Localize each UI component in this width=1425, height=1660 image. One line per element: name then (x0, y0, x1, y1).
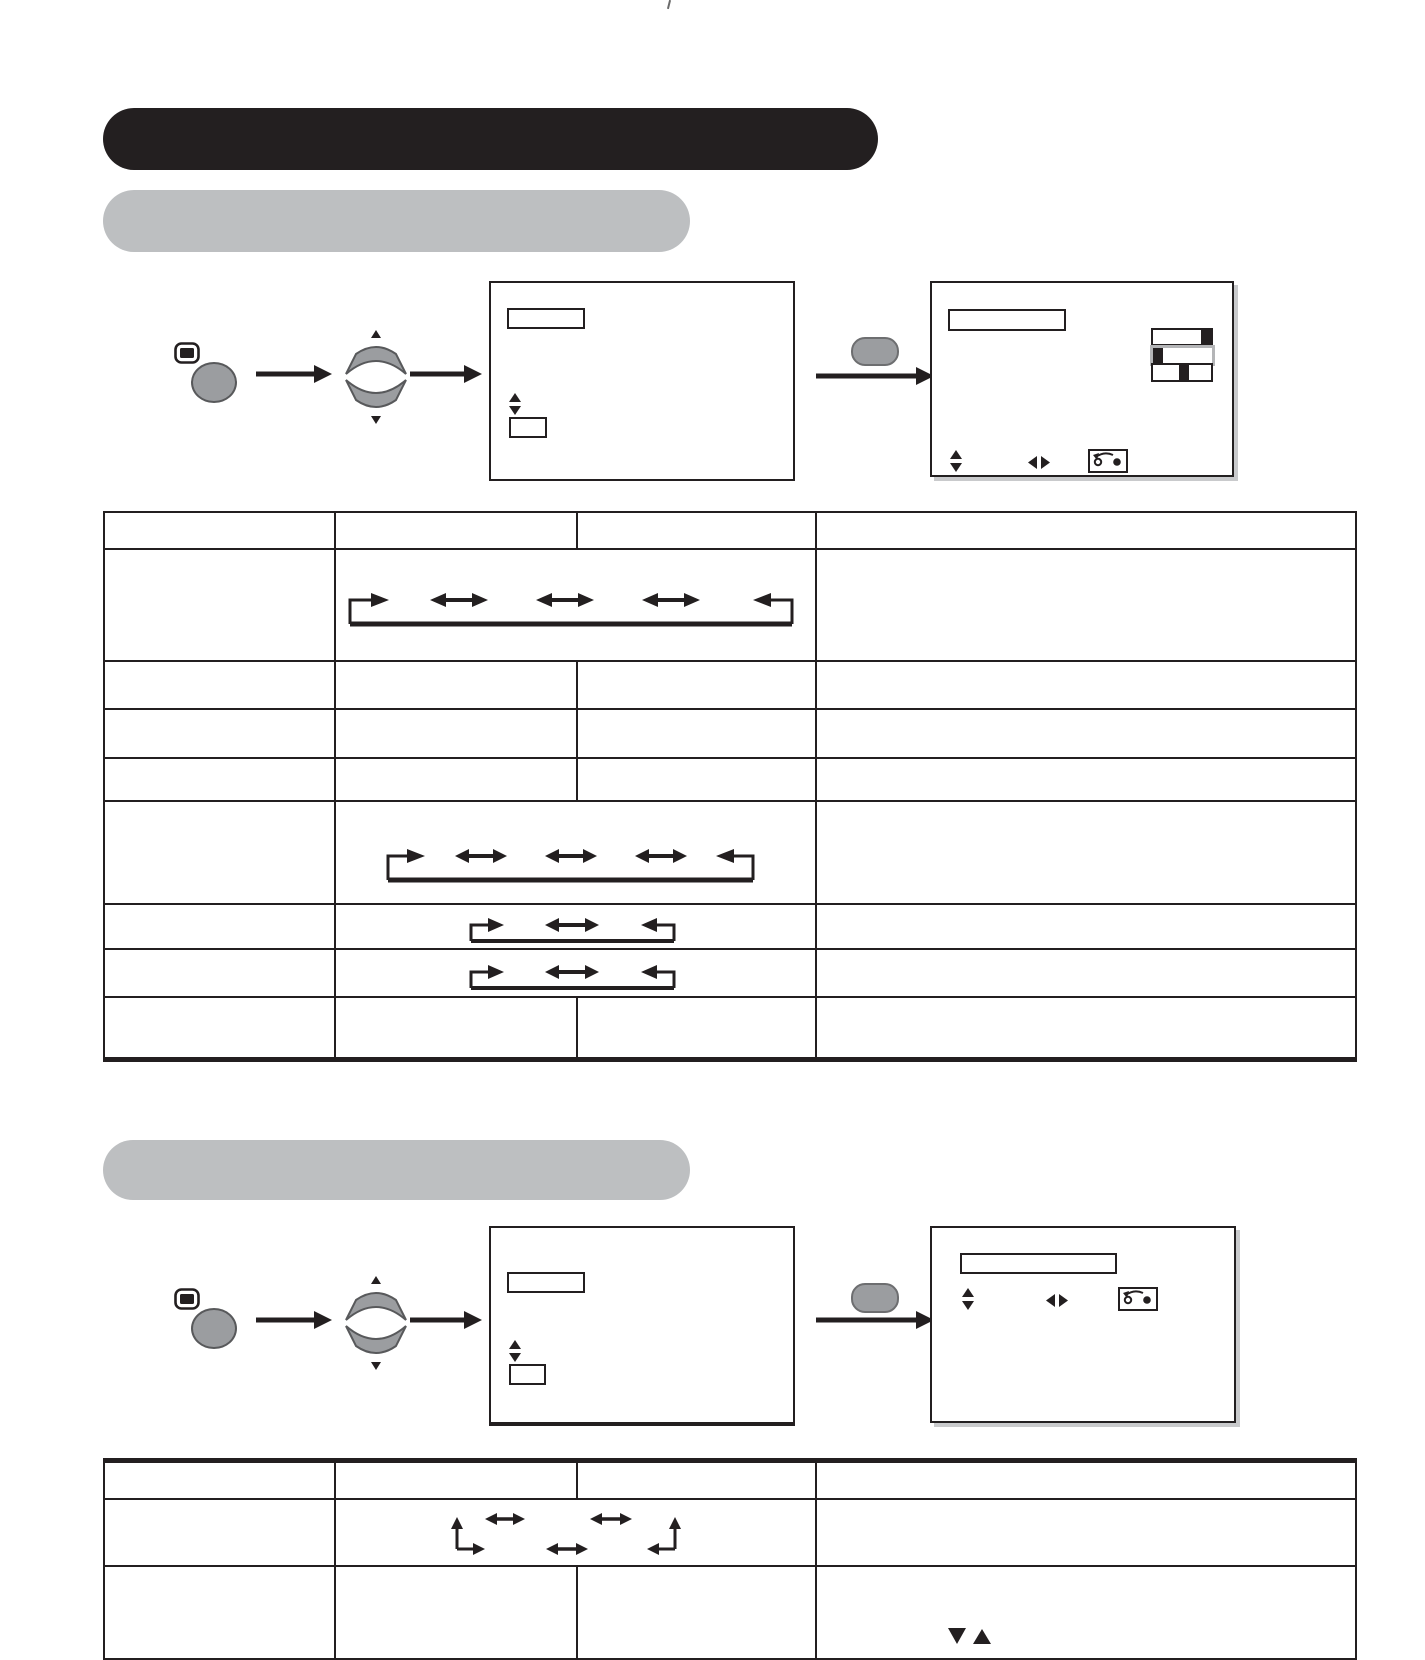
section-subheader-1 (103, 190, 690, 252)
slider-1-block (1201, 330, 1211, 344)
flow-arrow-icon (256, 1310, 332, 1330)
menu-screen-2 (489, 1226, 795, 1426)
menu-button (191, 362, 237, 403)
option-title-box (960, 1253, 1117, 1274)
left-right-arrows-icon (1046, 1294, 1068, 1307)
table-row (104, 949, 1356, 997)
two-line-cycle-diagram-icon (451, 1505, 688, 1559)
slider-2-block (1153, 348, 1163, 363)
scan-tick-mark (667, 0, 671, 9)
menu-title-box (507, 308, 585, 329)
table-row (104, 1461, 1356, 1499)
adjust-screen (930, 281, 1234, 477)
up-down-arrows-icon (962, 1288, 974, 1310)
slider-bar-1 (1151, 328, 1213, 346)
menu-button-icon (174, 1288, 200, 1310)
flow-arrow-icon (816, 366, 934, 386)
flow-arrow-icon (410, 1310, 482, 1330)
flow-arrow-icon (256, 364, 332, 384)
menu-button-icon (174, 342, 200, 364)
left-right-arrows-icon (1028, 456, 1050, 469)
menu-item-box (509, 1364, 546, 1385)
ok-button (851, 337, 899, 366)
menu-title-box (507, 1272, 585, 1293)
cycle-diagram-icon (385, 846, 756, 884)
option-screen (930, 1226, 1236, 1423)
table-row (104, 801, 1356, 904)
slider-bar-3 (1151, 363, 1213, 382)
adjust-title-box (948, 309, 1066, 331)
flow-arrow-icon (816, 1310, 934, 1330)
up-down-arrows-icon (950, 450, 962, 472)
up-down-rocker-icon (338, 1270, 414, 1376)
slider-3-block (1179, 365, 1189, 380)
flow-arrow-icon (410, 364, 482, 384)
cycle-diagram-icon (347, 590, 795, 628)
cycle-diagram-small-icon (468, 918, 677, 945)
table-row (104, 1566, 1356, 1659)
table-row (104, 709, 1356, 758)
down-up-triangles-icon (947, 1627, 993, 1645)
cycle-diagram-small-icon (468, 965, 677, 992)
menu-screen-1 (489, 281, 795, 481)
table-row (104, 512, 1356, 549)
up-down-arrows-icon (509, 393, 521, 415)
table-row (104, 904, 1356, 949)
page-title-bar (103, 108, 878, 170)
return-symbol-icon (1118, 1287, 1158, 1311)
table-row (104, 997, 1356, 1059)
table-row (104, 1499, 1356, 1566)
ok-button (851, 1283, 899, 1313)
settings-table-2 (103, 1458, 1357, 1660)
settings-table-1 (103, 511, 1357, 1062)
table-row (104, 549, 1356, 661)
menu-item-box (509, 417, 547, 438)
return-symbol-icon (1088, 449, 1128, 473)
up-down-rocker-icon (338, 324, 414, 430)
table-row (104, 758, 1356, 801)
table-row (104, 661, 1356, 709)
menu-button (191, 1308, 237, 1349)
up-down-arrows-icon (509, 1340, 521, 1362)
section-subheader-2 (103, 1140, 690, 1200)
